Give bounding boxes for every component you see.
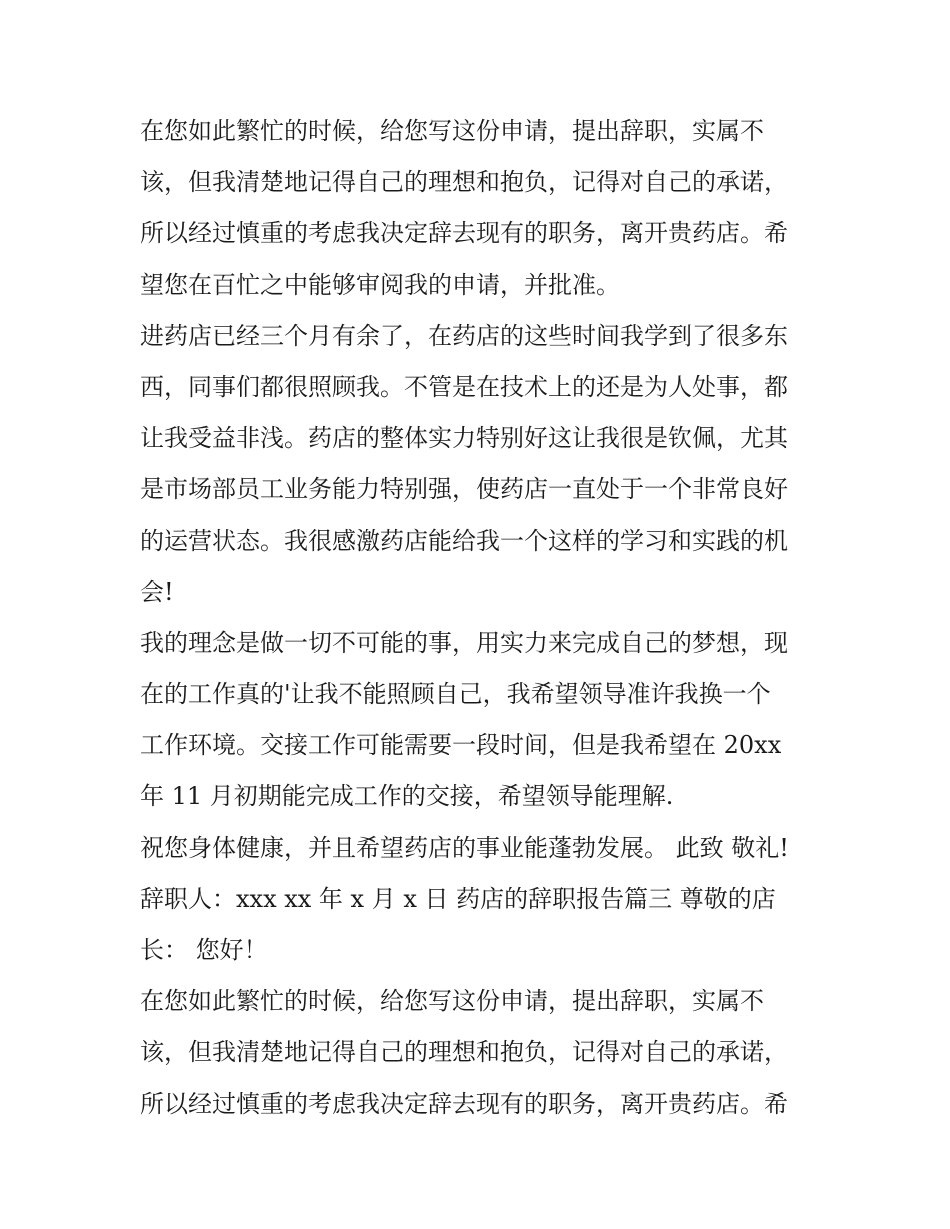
- text-line: 年 11 月初期能完成工作的交接，希望领导能理解.: [140, 782, 674, 811]
- text-line: 辞职人：xxx xx 年 x 月 x 日 药店的辞职报告篇三 尊敬的店: [140, 884, 776, 913]
- text-line: 长： 您好！: [140, 936, 268, 964]
- text-line: 在您如此繁忙的时候，给您写这份申请，提出辞职，实属不: [140, 987, 764, 1016]
- text-line: 该，但我清楚地记得自己的理想和抱负，记得对自己的承诺，: [140, 168, 788, 197]
- text-line: 进药店已经三个月有余了，在药店的这些时间我学到了很多东: [140, 321, 788, 350]
- text-line: 我的理念是做一切不可能的事，用实力来完成自己的梦想，现: [140, 628, 788, 657]
- text-line: 在的工作真的'让我不能照顾自己，我希望领导准许我换一个: [140, 680, 771, 709]
- text-line: 所以经过慎重的考虑我决定辞去现有的职务，离开贵药店。希: [140, 219, 788, 248]
- text-line: 会!: [140, 577, 174, 606]
- text-line: 该，但我清楚地记得自己的理想和抱负，记得对自己的承诺，: [140, 1038, 788, 1067]
- document-body: [140, 106, 820, 1130]
- text-line: 所以经过慎重的考虑我决定辞去现有的职务，离开贵药店。希: [140, 1089, 788, 1118]
- text-line: 是市场部员工业务能力特别强，使药店一直处于一个非常良好: [140, 475, 788, 504]
- text-line: 工作环境。交接工作可能需要一段时间，但是我希望在 20xx: [140, 731, 782, 760]
- text-line: 西，同事们都很照顾我。不管是在技术上的还是为人处事，都: [140, 372, 788, 401]
- text-line: 的运营状态。我很感激药店能给我一个这样的学习和实践的机: [140, 526, 788, 555]
- text-line: 望您在百忙之中能够审阅我的申请，并批准。: [140, 270, 620, 299]
- text-line: 祝您身体健康，并且希望药店的事业能蓬勃发展。 此致 敬礼!: [140, 833, 789, 862]
- text-line: 在您如此繁忙的时候，给您写这份申请，提出辞职，实属不: [140, 117, 764, 145]
- text-line: 让我受益非浅。药店的整体实力特别好这让我很是钦佩，尤其: [140, 424, 788, 453]
